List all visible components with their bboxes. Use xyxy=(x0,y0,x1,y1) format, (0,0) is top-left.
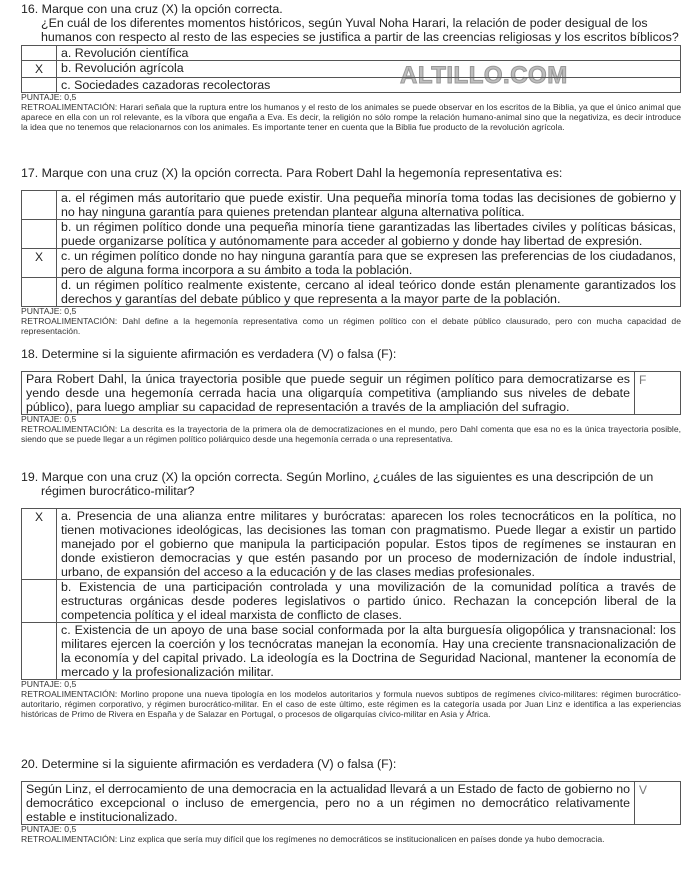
question-20 xyxy=(21,757,681,844)
option-text: c. un régimen político donde no hay ninguna garantía para que se expresen las preferencias de los ciudadanos, pero de alguna forma incorpora a su ámbito a toda la población. xyxy=(57,249,681,278)
option-text: c. Sociedades cazadoras recolectoras xyxy=(57,78,681,93)
option-row[interactable] xyxy=(22,61,681,78)
feedback: RETROALIMENTACIÓN: Linz explica que sería muy difícil que los regímenes no democráticos se institucionalicen en países donde ya hubo democracia. xyxy=(21,834,605,844)
question-18 xyxy=(21,347,681,444)
question-16-title: 16. Marque con una cruz (X) la opción correcta. xyxy=(21,2,283,16)
puntaje: PUNTAJE: 0,5 xyxy=(21,92,77,102)
puntaje: PUNTAJE: 0,5 xyxy=(21,414,77,424)
option-text: b. Revolución agrícola xyxy=(57,61,681,78)
question-20-title: 20. Determine si la siguiente afirmación es verdadera (V) o falsa (F): xyxy=(21,757,397,771)
puntaje: PUNTAJE: 0,5 xyxy=(21,306,77,316)
option-mark[interactable] xyxy=(22,220,57,249)
option-text: a. Presencia de una alianza entre militares y burócratas: aparecen los roles tecnocráticos en la política, no tienen motivaciones ideológicas, las decisiones las toman con pragmatismo. Puede llegar a existir un partido manejado por el gobierno que manipula la participación popular. Estos tipos de regímenes se instauran en donde existieron democracias y que estén pasando por un proceso de modernización de índole industrial, urbano, de expansión del acceso a la educación y de las clases medias profesionales. xyxy=(57,509,681,580)
option-row[interactable] xyxy=(22,509,681,580)
question-18-title: 18. Determine si la siguiente afirmación es verdadera (V) o falsa (F): xyxy=(21,347,397,361)
option-text: a. Revolución científica xyxy=(57,46,681,61)
option-mark[interactable] xyxy=(22,623,57,680)
option-row[interactable] xyxy=(22,191,681,220)
option-row[interactable] xyxy=(22,78,681,93)
feedback: RETROALIMENTACIÓN: La descrita es la trayectoria de la primera ola de democratizaciones en el mundo, pero Dahl comenta que esa no es la única trayectoria posible, siendo que se puede llegar a un régimen político poliárquico desde una hegemonía cerrada o una representativa. xyxy=(21,424,681,445)
option-row[interactable] xyxy=(22,46,681,61)
option-mark[interactable] xyxy=(22,580,57,623)
feedback: RETROALIMENTACIÓN: Dahl define a la hegemonía representativa como un régimen político con el debate público clausurado, pero con mucha capacidad de representación. xyxy=(21,316,681,337)
true-false-answer[interactable]: V xyxy=(635,782,681,825)
option-mark[interactable] xyxy=(22,46,57,61)
option-row[interactable] xyxy=(22,278,681,307)
puntaje: PUNTAJE: 0,5 xyxy=(21,824,77,834)
option-mark[interactable]: X xyxy=(22,61,57,78)
option-mark[interactable] xyxy=(22,278,57,307)
question-16-text: ¿En cuál de los diferentes momentos históricos, según Yuval Noha Harari, la relación de poder desigual de los humanos con respecto al resto de las especies se justifica a partir de las creencias religiosas y los escritos bíblicos? xyxy=(41,16,679,44)
option-text: b. un régimen político donde una pequeña minoría tiene garantizadas las libertades civiles y políticas básicas, puede organizarse política y autónomamente para acceder al gobierno y donde hay libertad de expresión. xyxy=(57,220,681,249)
question-19-options xyxy=(21,508,681,680)
option-text: b. Existencia de una participación controlada y una movilización de la comunidad política a través de estructuras orgánicas desde poderes legislativos o partido único. Rechazan la concepción liberal de la competencia política y el ideal marxista de conflicto de clases. xyxy=(57,580,681,623)
option-row[interactable] xyxy=(22,249,681,278)
statement-text: Según Linz, el derrocamiento de una democracia en la actualidad llevará a un Estado de facto de gobierno no democrático excepcional o incluso de emergencia, pero no a un régimen no democrático relativamente estable e institucionalizado. xyxy=(22,782,635,825)
option-row[interactable] xyxy=(22,623,681,680)
question-17-title: 17. Marque con una cruz (X) la opción correcta. Para Robert Dahl la hegemonía representativa es: xyxy=(21,166,563,180)
question-19-title: 19. Marque con una cruz (X) la opción correcta. Según Morlino, ¿cuáles de las siguientes es una descripción de un régimen burocrático-militar? xyxy=(21,470,654,498)
option-row[interactable] xyxy=(22,580,681,623)
option-text: d. un régimen político realmente existente, cercano al ideal teórico donde están plenamente garantizados los derechos y garantías del debate público y que representa a la mayor parte de la población. xyxy=(57,278,681,307)
option-mark[interactable]: X xyxy=(22,509,57,580)
question-17 xyxy=(21,166,681,336)
true-false-answer[interactable]: F xyxy=(635,372,681,415)
option-mark[interactable]: X xyxy=(22,249,57,278)
option-mark[interactable] xyxy=(22,78,57,93)
puntaje: PUNTAJE: 0,5 xyxy=(21,679,77,689)
question-16 xyxy=(21,2,681,133)
option-text: c. Existencia de un apoyo de una base social conformada por la alta burguesía oligopólica y transnacional: los militares ejercen la coerción y los tecnócratas manejan la economía. Hay una creciente transnacionalización de la economía y del capital privado. La ideología es la Doctrina de Seguridad Nacional, mantener la economía de mercado y la profesionalización militar. xyxy=(57,623,681,680)
option-row[interactable] xyxy=(22,220,681,249)
question-18-statement-table xyxy=(21,371,681,415)
feedback: RETROALIMENTACIÓN: Morlino propone una nueva tipología en los modelos autoritarios y formula nuevos subtipos de regímenes cívico-militares: régimen burocrático-autoritario, régimen corporativo, y régimen burocrático-militar. En el caso de este último, este régimen es la categoría usada por Juan Linz e identifica a las experiencias históricas de Primo de Rivera en España y de Salazar en Portugal, o procesos de oligarquías cívico-militar en Asia y África. xyxy=(21,689,681,720)
watermark-logo: ALTILLO.COM xyxy=(400,62,568,89)
statement-text: Para Robert Dahl, la única trayectoria posible que puede seguir un régimen político para democratizarse es yendo desde una hegemonía cerrada hacia una oligarquía competitiva (ampliando sus niveles de debate público), para luego ampliar su capacidad de representación a través de la ampliación del sufragio. xyxy=(22,372,635,415)
feedback: RETROALIMENTACIÓN: Harari señala que la ruptura entre los humanos y el resto de los animales se puede observar en los escritos de la Biblia, ya que el único animal que aparece en ella con un rol relevante, es la víbora que engaña a Eva. Es decir, la religión no sólo rompe la relación humano-animal sino que la negativiza, es decir introduce la idea que no tenemos que relacionarnos con los animales. Es importante tener en cuenta que la Biblia fue producto de la revolución agrícola. xyxy=(21,102,681,133)
question-20-statement-table xyxy=(21,781,681,825)
question-16-options xyxy=(21,45,681,93)
question-17-options xyxy=(21,190,681,307)
option-mark[interactable] xyxy=(22,191,57,220)
question-19 xyxy=(21,470,681,720)
option-text: a. el régimen más autoritario que puede existir. Una pequeña minoría toma todas las decisiones de gobierno y no hay ninguna garantía para quienes pretendan plantear alguna alternativa política. xyxy=(57,191,681,220)
